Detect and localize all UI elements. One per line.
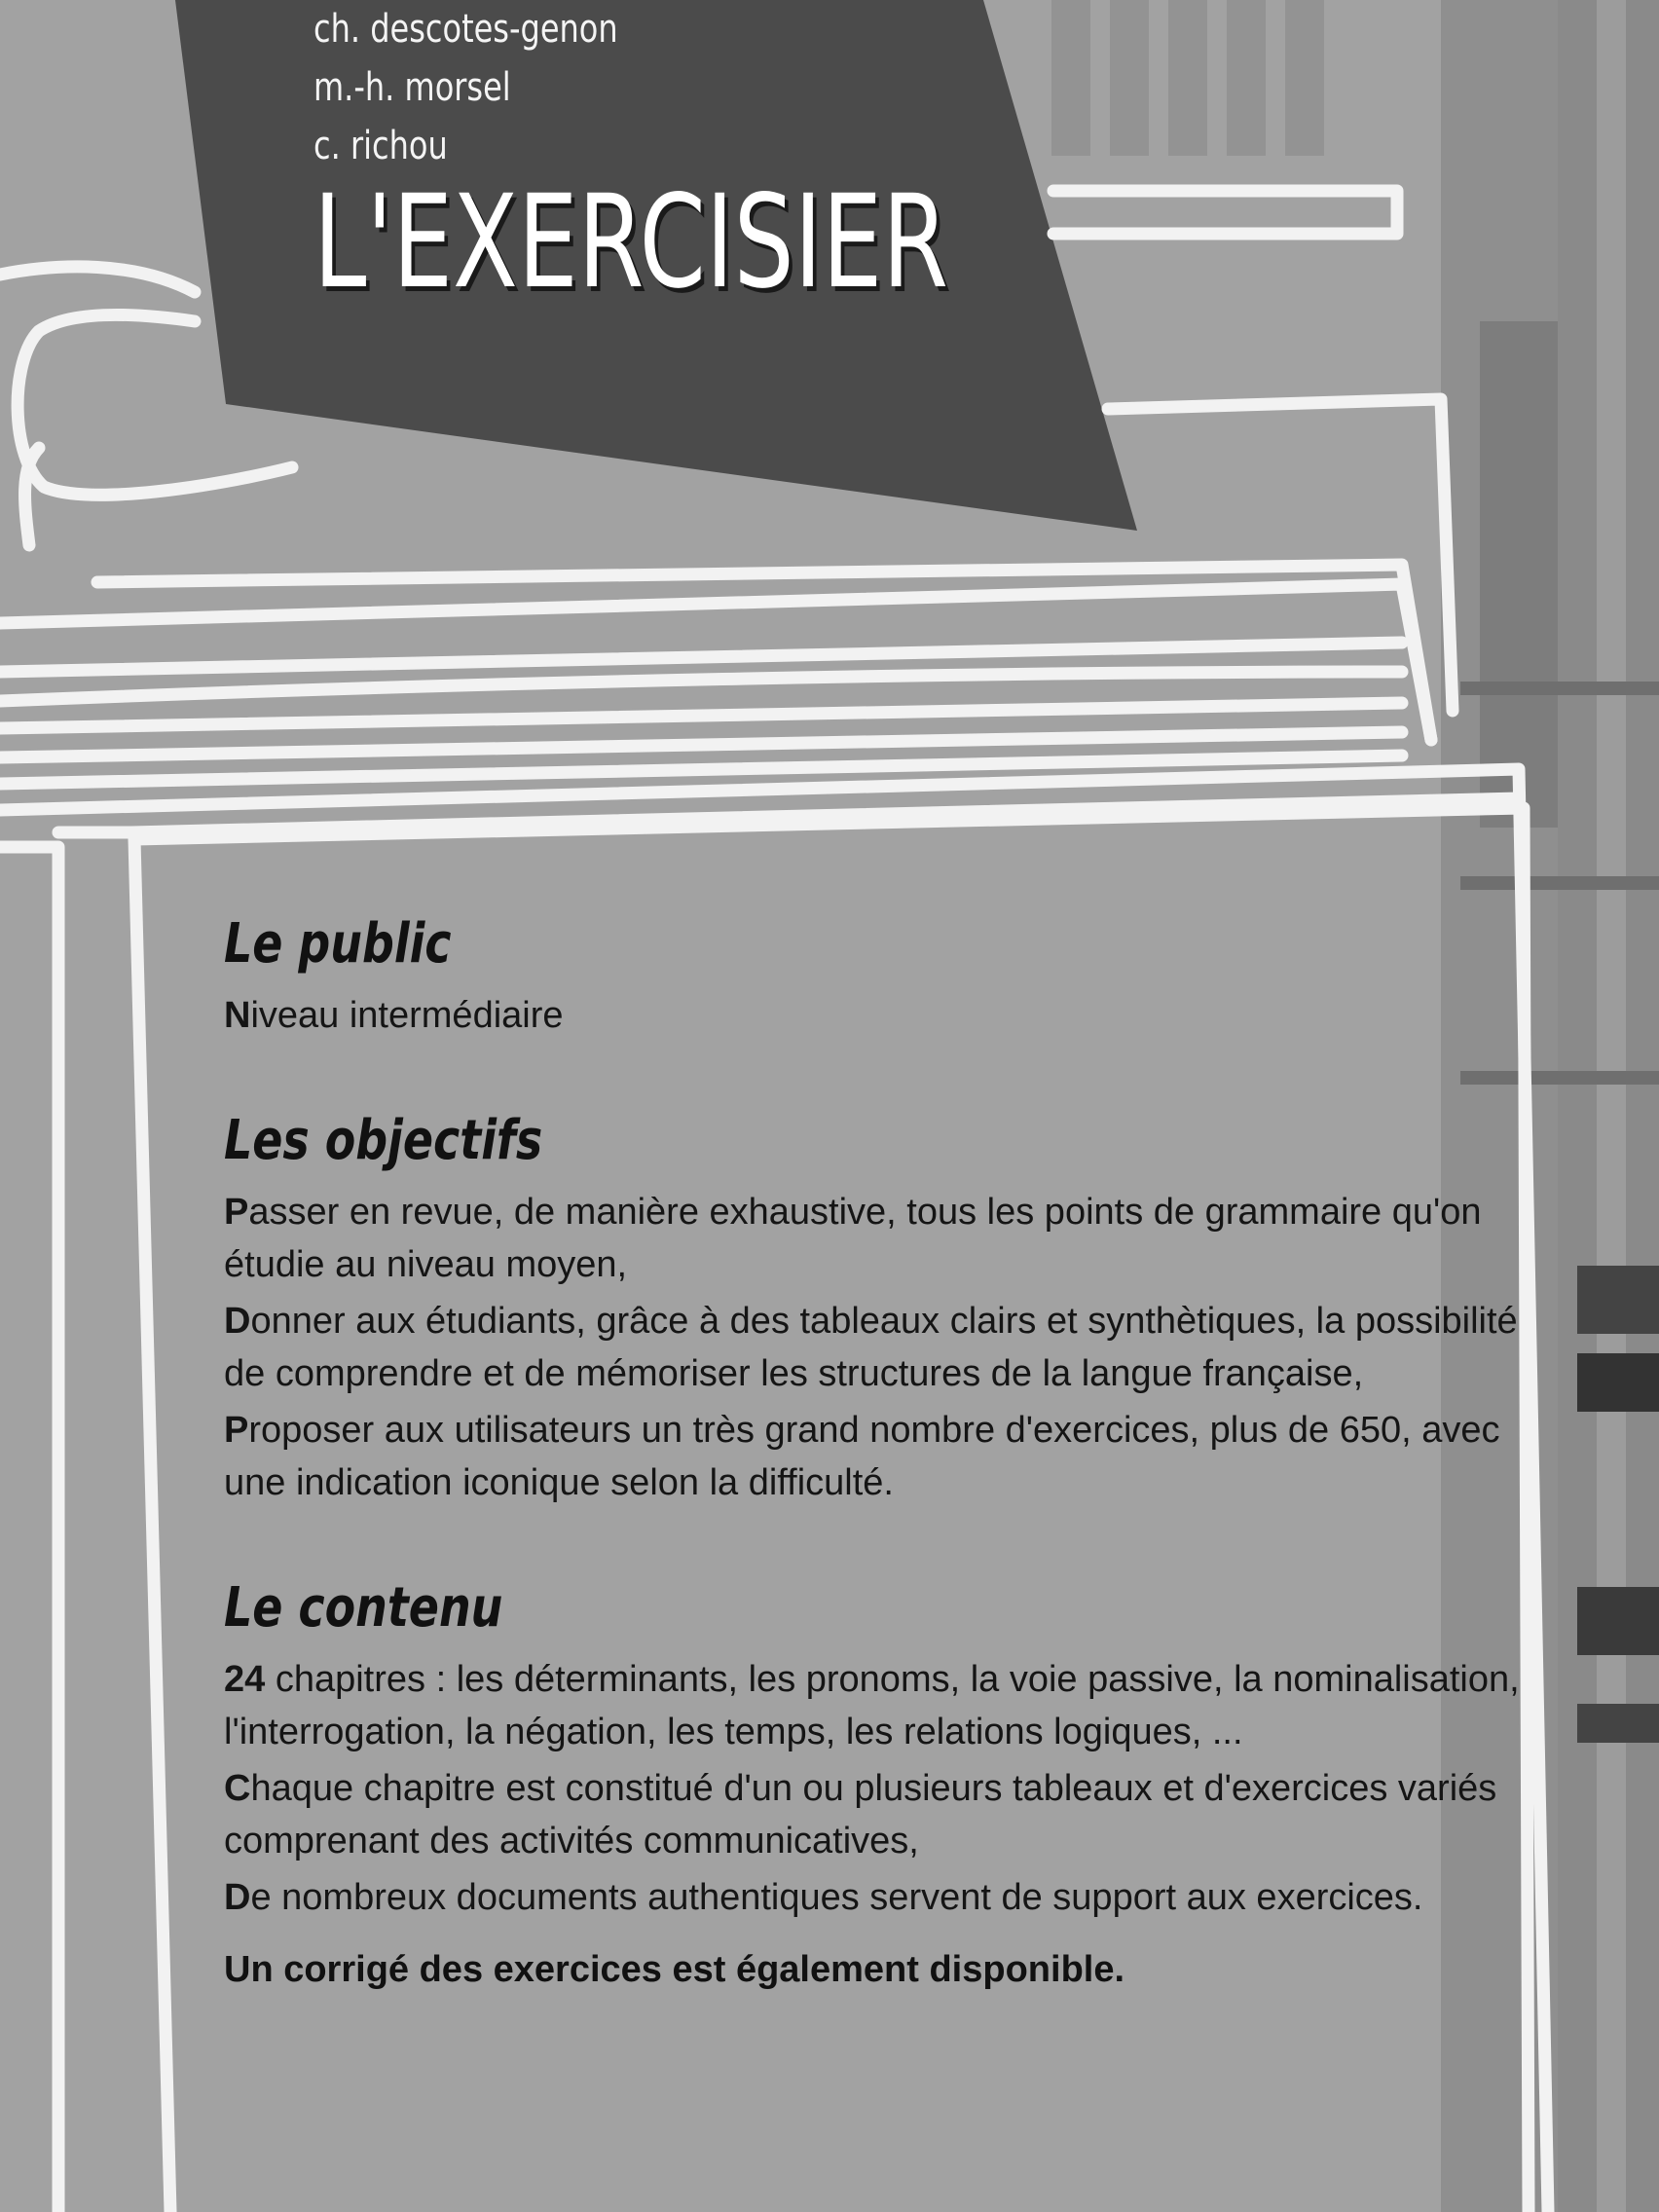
paragraph-text: asser en revue, de manière exhaustive, tous les points de grammaire qu'on étudie au niveau moyen,	[224, 1192, 1482, 1285]
paragraph-text: onner aux étudiants, grâce à des tableaux clairs et synthètiques, la possibilité de comprendre et de mémoriser les structures de la langue française,	[224, 1301, 1518, 1394]
section-title: Les objectifs	[224, 1109, 543, 1172]
author-name: ch. descotes-genon	[313, 7, 618, 52]
book-title: L'EXERCISIER	[313, 167, 949, 317]
paragraph-lead: C	[224, 1768, 251, 1809]
paragraph	[224, 1295, 1538, 1400]
paragraph-lead: N	[224, 995, 251, 1036]
author-name: c. richou	[313, 124, 448, 168]
paragraph-lead: D	[224, 1877, 251, 1918]
paragraph	[224, 1871, 1538, 1924]
paragraph	[224, 989, 1538, 1042]
corrige-note: Un corrigé des exercices est également disponible.	[224, 1949, 1125, 1990]
paragraph-lead: P	[224, 1192, 249, 1233]
paragraph-text: roposer aux utilisateurs un très grand nombre d'exercices, plus de 650, avec une indication iconique selon la difficulté.	[224, 1410, 1500, 1503]
paragraph-lead: D	[224, 1301, 251, 1342]
paragraph	[224, 1404, 1538, 1509]
section-contenu	[224, 1569, 1538, 1996]
paragraph-lead: P	[224, 1410, 249, 1451]
paragraph	[224, 1762, 1538, 1867]
paragraph	[224, 1186, 1538, 1291]
paragraph-text: chapitres : les déterminants, les pronoms, la voie passive, la nominalisation, l'interrogation, la négation, les temps, les relations logiques, ...	[224, 1659, 1520, 1752]
author-name: m.-h. morsel	[313, 65, 511, 110]
section-objectifs	[224, 1102, 1538, 1509]
section-title: Le public	[224, 912, 452, 976]
paragraph-text: haque chapitre est constitué d'un ou plusieurs tableaux et d'exercices variés comprenant des activités communicatives,	[224, 1768, 1497, 1862]
cover-header	[313, 0, 1053, 315]
section-title: Le contenu	[224, 1576, 503, 1640]
paragraph-text: iveau intermédiaire	[250, 995, 564, 1036]
paragraph-lead: 24	[224, 1659, 266, 1700]
back-cover-content	[224, 905, 1538, 2056]
paragraph	[224, 1653, 1538, 1758]
paragraph-text: e nombreux documents authentiques servent de support aux exercices.	[250, 1877, 1423, 1918]
section-public	[224, 905, 1538, 1042]
